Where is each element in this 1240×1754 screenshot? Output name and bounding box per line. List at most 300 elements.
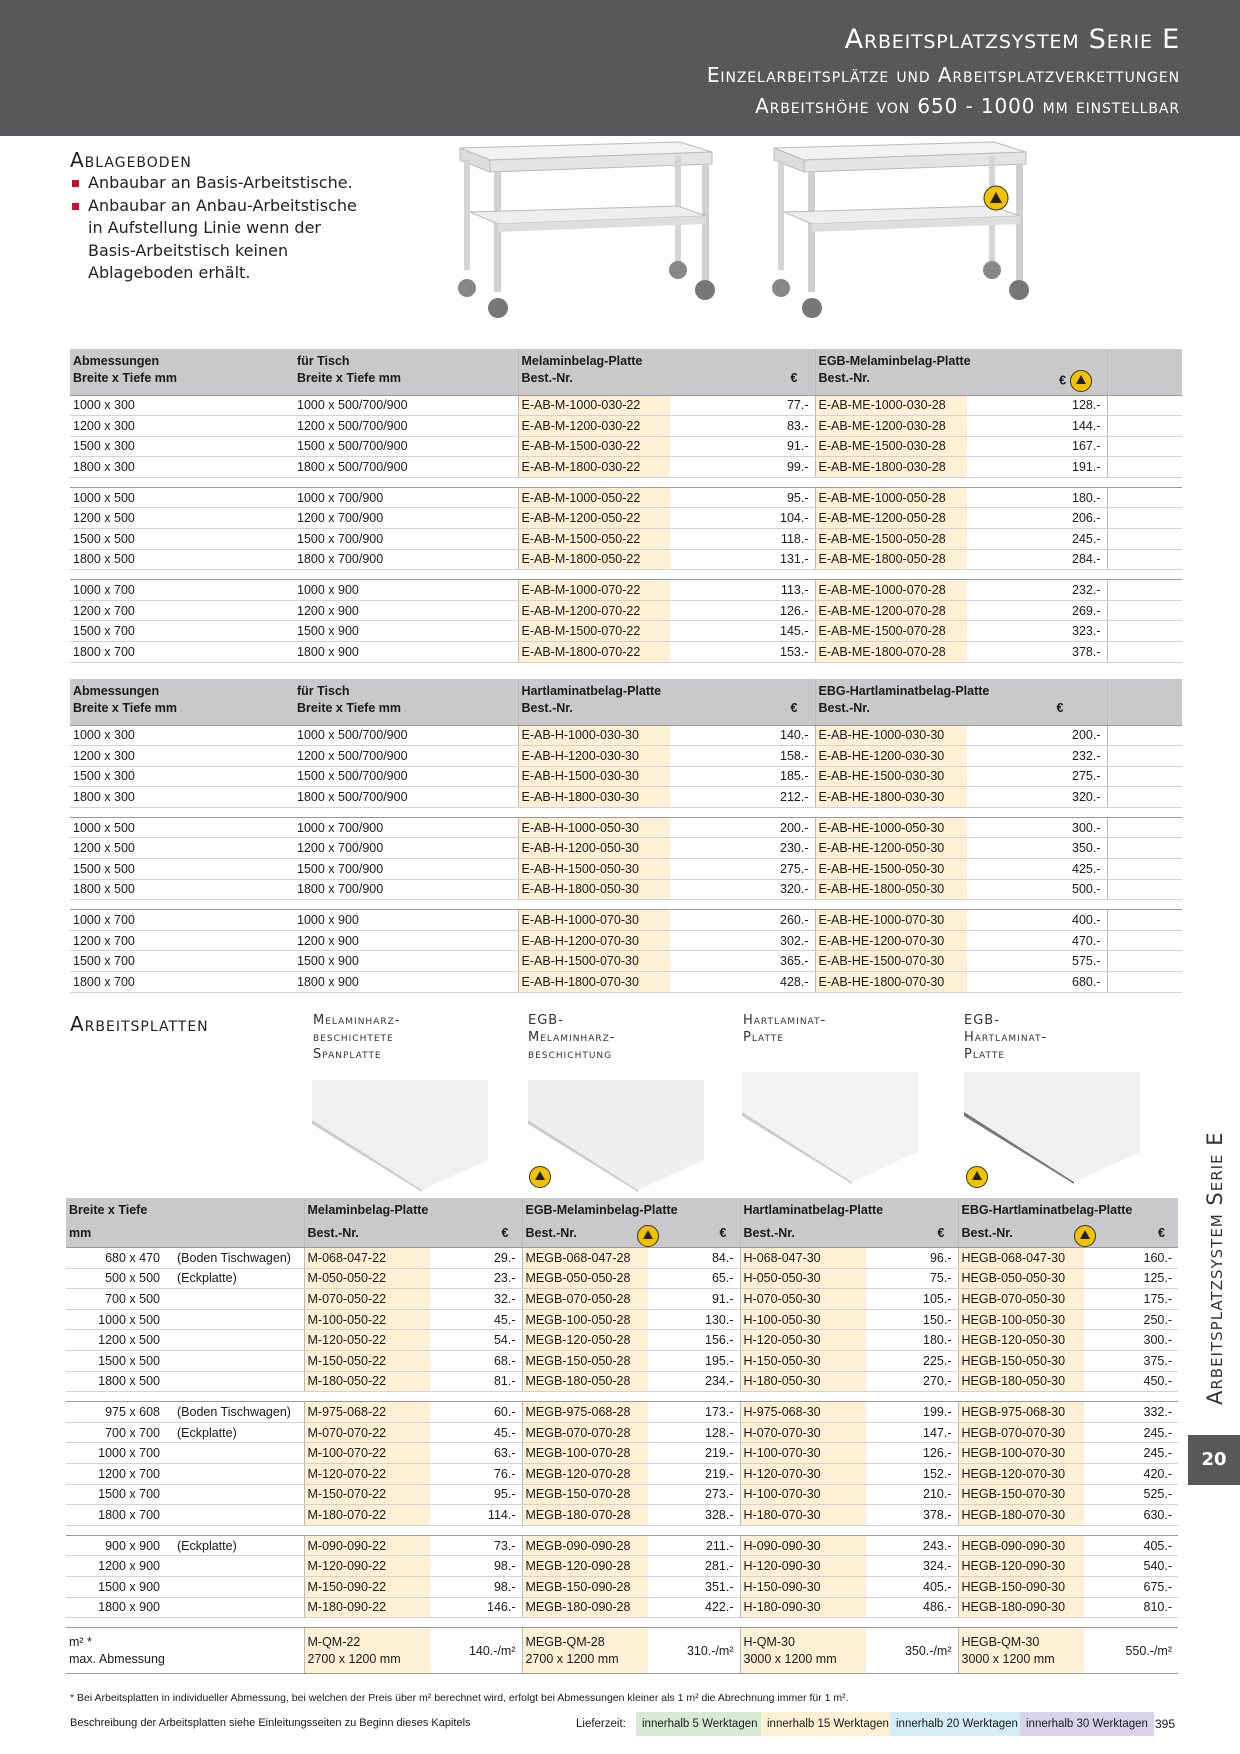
table-cell: 180.- [967,487,1107,508]
table-cell: 1800 x 500/700/900 [294,457,518,478]
table-cell: MEGB-180-070-28 [522,1505,648,1526]
table-cell: 32.- [430,1289,522,1310]
table-cell: MEGB-100-070-28 [522,1443,648,1464]
table-cell [174,1576,304,1597]
table-cell: 1800 x 900 [294,642,518,663]
table-cell [174,1597,304,1618]
table-cell: 422.- [648,1597,740,1618]
table-cell [174,1350,304,1371]
table-cell [174,1309,304,1330]
table-row [66,1371,1178,1392]
table-cell: 98.- [430,1576,522,1597]
table-cell: 281.- [648,1556,740,1577]
qm-row: m² * max. Abmessung M-QM-22 2700 x 1200 mm 140.-/m² MEGB-QM-28 2700 x 1200 mm 310.-/m² H-QM-30 3000 x 1200 mm 350.-/m² HEGB-QM-30 3000 x 1200 mm 550.-/m² [66,1628,1178,1674]
table-cell: E-AB-ME-1500-050-28 [815,529,967,550]
table-row [66,1402,1178,1423]
table-cell [174,1330,304,1351]
table-cell: 1500 x 900 [294,951,518,972]
table-row [70,529,1182,550]
table-cell: MEGB-070-070-28 [522,1422,648,1443]
delivery-badge-20: innerhalb 20 Werktagen [890,1712,1024,1736]
table-cell: H-975-068-30 [740,1402,866,1423]
workbench-esd-image [764,140,1044,340]
table-cell: H-150-050-30 [740,1350,866,1371]
table-row [70,600,1182,621]
table-cell: HEGB-120-070-30 [958,1463,1084,1484]
table-cell: 91.- [670,436,815,457]
table-cell: 144.- [967,416,1107,437]
table-cell: M-050-050-22 [304,1268,430,1289]
table-cell: 420.- [1084,1463,1178,1484]
table-row [70,787,1182,808]
table-cell: 54.- [430,1330,522,1351]
table-cell: 206.- [967,508,1107,529]
melamin-plate-image [312,1080,492,1192]
col-header: Abmessungen Breite x Tiefe mm [70,349,294,395]
table-cell: HEGB-068-047-30 [958,1248,1084,1269]
table-cell: M-180-050-22 [304,1371,430,1392]
table-cell: HEGB-070-050-30 [958,1289,1084,1310]
table-cell: E-AB-M-1500-050-22 [518,529,670,550]
table-cell: 230.- [670,838,815,859]
table-cell: 1000 x 300 [70,725,294,746]
table-cell: H-180-070-30 [740,1505,866,1526]
table-cell [174,1463,304,1484]
table-row [70,725,1182,746]
table-cell: MEGB-050-050-28 [522,1268,648,1289]
table-cell [174,1505,304,1526]
table-cell: 486.- [866,1597,958,1618]
table-cell: 60.- [430,1402,522,1423]
table-cell: 332.- [1084,1402,1178,1423]
table-cell: E-AB-HE-1800-050-30 [815,879,967,900]
table-cell: MEGB-975-068-28 [522,1402,648,1423]
table-cell: M-090-090-22 [304,1535,430,1556]
table-cell: 225.- [866,1350,958,1371]
table-cell: E-AB-H-1200-050-30 [518,838,670,859]
table-cell: E-AB-H-1500-070-30 [518,951,670,972]
ablageboden-hartlaminat-table [70,679,1182,993]
table-cell: 1800 x 700/900 [294,879,518,900]
table-row [66,1556,1178,1577]
table-cell: H-100-070-30 [740,1484,866,1505]
table-cell: 275.- [670,859,815,880]
table-cell: E-AB-HE-1200-030-30 [815,746,967,767]
table-cell: M-068-047-22 [304,1248,430,1269]
table-cell: E-AB-ME-1200-050-28 [815,508,967,529]
table-cell: 1000 x 700 [70,580,294,601]
table-cell: 1200 x 700/900 [294,508,518,529]
table-cell: H-180-090-30 [740,1597,866,1618]
table-cell: 77.- [670,395,815,416]
table-cell: 328.- [648,1505,740,1526]
table-cell: H-050-050-30 [740,1268,866,1289]
table-cell: M-070-050-22 [304,1289,430,1310]
table-cell: E-AB-ME-1200-070-28 [815,600,967,621]
table-row [66,1576,1178,1597]
table-cell: 105.- [866,1289,958,1310]
table-cell: H-150-090-30 [740,1576,866,1597]
table-cell: 114.- [430,1505,522,1526]
table-cell: 191.- [967,457,1107,478]
table-cell: 147.- [866,1422,958,1443]
table-cell: HEGB-070-070-30 [958,1422,1084,1443]
table-cell: E-AB-HE-1200-070-30 [815,930,967,951]
col-header: Hartlaminatbelag-Platte Best.-Nr. € [740,1198,958,1248]
table-row [70,416,1182,437]
table-cell: 810.- [1084,1597,1178,1618]
table-cell: MEGB-068-047-28 [522,1248,648,1269]
table-cell: E-AB-ME-1200-030-28 [815,416,967,437]
table-cell: E-AB-ME-1800-050-28 [815,549,967,570]
table-cell: 351.- [648,1576,740,1597]
table-cell: M-180-070-22 [304,1505,430,1526]
table-cell: 175.- [1084,1289,1178,1310]
table-cell: 128.- [967,395,1107,416]
table-cell: M-100-050-22 [304,1309,430,1330]
table-cell: 1500 x 500 [70,859,294,880]
table-cell: 245.- [1084,1443,1178,1464]
footer-description: Beschreibung der Arbeitsplatten siehe Einleitungsseiten zu Beginn dieses Kapitels [70,1717,471,1729]
table-cell: M-120-050-22 [304,1330,430,1351]
table-cell: 212.- [670,787,815,808]
table-cell: E-AB-ME-1800-030-28 [815,457,967,478]
table-cell: 1200 x 900 [294,930,518,951]
table-cell: 1500 x 500/700/900 [294,436,518,457]
table-cell: E-AB-H-1000-030-30 [518,725,670,746]
table-cell: 91.- [648,1289,740,1310]
esd-icon [1070,370,1092,392]
table-cell: H-120-090-30 [740,1556,866,1577]
table-cell: H-100-070-30 [740,1443,866,1464]
table-cell: 1000 x 700/900 [294,487,518,508]
table-cell: 1500 x 900 [66,1576,174,1597]
table-cell: E-AB-H-1200-030-30 [518,746,670,767]
table-cell: 1200 x 300 [70,746,294,767]
table-cell: 219.- [648,1463,740,1484]
table-row [66,1330,1178,1351]
table-cell: M-120-070-22 [304,1463,430,1484]
table-cell: 234.- [648,1371,740,1392]
table-cell: E-AB-H-1800-070-30 [518,972,670,993]
table-cell: 1200 x 700 [70,600,294,621]
table-cell: 1500 x 500/700/900 [294,766,518,787]
table-cell: 1200 x 500/700/900 [294,416,518,437]
table-cell: 68.- [430,1350,522,1371]
table-cell: E-AB-H-1500-030-30 [518,766,670,787]
table-cell: 1200 x 900 [294,600,518,621]
table-cell: 1500 x 900 [294,621,518,642]
table-cell: 83.- [670,416,815,437]
table-cell: 1800 x 500 [66,1371,174,1392]
col-header: EGB-Melaminbelag-Platte Best.-Nr. € [522,1198,740,1248]
table-cell: 1500 x 300 [70,436,294,457]
table-cell: E-AB-H-1800-030-30 [518,787,670,808]
table-cell: 1500 x 500 [66,1350,174,1371]
table-cell: 140.- [670,725,815,746]
esd-icon [966,1166,988,1188]
table-cell: 302.- [670,930,815,951]
table-cell: 1800 x 900 [294,972,518,993]
table-cell: 1200 x 500 [70,508,294,529]
table-row [66,1268,1178,1289]
table-cell: 1500 x 700 [70,951,294,972]
table-cell: 1200 x 500 [66,1330,174,1351]
table-cell: E-AB-M-1800-050-22 [518,549,670,570]
table-cell: E-AB-M-1800-030-22 [518,457,670,478]
table-cell: 150.- [866,1309,958,1330]
plate-label: Melaminharz- beschichtete Spanplatte [313,1013,401,1062]
egb-hartlaminat-plate-image [964,1072,1144,1184]
table-cell: 84.- [648,1248,740,1269]
table-cell: 160.- [1084,1248,1178,1269]
table-cell: 185.- [670,766,815,787]
table-cell: 104.- [670,508,815,529]
table-cell: 320.- [967,787,1107,808]
table-cell: MEGB-150-090-28 [522,1576,648,1597]
col-header: EBG-Hartlaminatbelag-Platte Best.-Nr. € [815,679,1107,725]
bullet-list [70,172,370,285]
table-cell: 260.- [670,910,815,931]
table-cell: 1200 x 500/700/900 [294,746,518,767]
table-cell: E-AB-M-1500-030-22 [518,436,670,457]
table-cell: H-070-050-30 [740,1289,866,1310]
page-subtitle-2: Arbeitshöhe von 650 - 1000 mm einstellbar [755,94,1180,118]
table-cell: 199.- [866,1402,958,1423]
table-cell: H-120-070-30 [740,1463,866,1484]
table-cell: 320.- [670,879,815,900]
table-cell: MEGB-120-070-28 [522,1463,648,1484]
table-cell: 680.- [967,972,1107,993]
bullet-item: Anbaubar an Anbau-Arbeitstische in Aufstellung Linie wenn der Basis-Arbeitstisch keinen Ablageboden erhält. [70,195,370,285]
table-cell: 99.- [670,457,815,478]
table-cell: HEGB-050-050-30 [958,1268,1084,1289]
col-header: für Tisch Breite x Tiefe mm [294,679,518,725]
table-cell: E-AB-ME-1800-070-28 [815,642,967,663]
table-cell [174,1556,304,1577]
table-cell: E-AB-M-1000-050-22 [518,487,670,508]
table-cell: HEGB-180-050-30 [958,1371,1084,1392]
table-cell: MEGB-180-050-28 [522,1371,648,1392]
table-cell: 378.- [967,642,1107,663]
table-cell: 146.- [430,1597,522,1618]
table-cell: 1500 x 300 [70,766,294,787]
table-cell: 1200 x 300 [70,416,294,437]
table-row [66,1463,1178,1484]
table-cell: H-068-047-30 [740,1248,866,1269]
table-cell: 145.- [670,621,815,642]
plate-label: Hartlaminat- Platte [743,1013,827,1045]
col-header: für Tisch Breite x Tiefe mm [294,349,518,395]
table-row [70,859,1182,880]
egb-melamin-plate-image [528,1080,708,1192]
table-cell: (Boden Tischwagen) [174,1248,304,1269]
table-cell: 113.- [670,580,815,601]
table-row [66,1422,1178,1443]
table-row [70,951,1182,972]
table-cell: E-AB-HE-1800-030-30 [815,787,967,808]
table-row [70,457,1182,478]
table-cell: 365.- [670,951,815,972]
table-cell: 405.- [866,1576,958,1597]
table-cell: E-AB-M-1200-070-22 [518,600,670,621]
table-cell: 1000 x 500 [70,487,294,508]
table-cell: 1500 x 700/900 [294,529,518,550]
table-cell: M-975-068-22 [304,1402,430,1423]
table-cell: HEGB-975-068-30 [958,1402,1084,1423]
table-cell: 45.- [430,1309,522,1330]
table-cell: HEGB-150-070-30 [958,1484,1084,1505]
table-cell: E-AB-M-1000-030-22 [518,395,670,416]
table-cell: 284.- [967,549,1107,570]
table-cell: 375.- [1084,1350,1178,1371]
table-cell: (Eckplatte) [174,1422,304,1443]
table-cell: 219.- [648,1443,740,1464]
table-row [66,1443,1178,1464]
table-cell: 1200 x 700 [70,930,294,951]
table-cell: 900 x 900 [66,1535,174,1556]
table-cell: 700 x 500 [66,1289,174,1310]
table-cell: MEGB-120-090-28 [522,1556,648,1577]
side-tab [1188,1131,1240,1470]
page-number: 395 [1155,1717,1176,1731]
table-cell: 81.- [430,1371,522,1392]
table-cell: MEGB-150-050-28 [522,1350,648,1371]
page-subtitle: Einzelarbeitsplätze und Arbeitsplatzverkettungen [706,63,1180,87]
col-header: Abmessungen Breite x Tiefe mm [70,679,294,725]
delivery-badge-5: innerhalb 5 Werktagen [636,1712,764,1736]
table-cell: E-AB-ME-1500-030-28 [815,436,967,457]
table-row [70,930,1182,951]
table-cell: 1000 x 900 [294,580,518,601]
table-cell: 323.- [967,621,1107,642]
table-cell: 1000 x 700 [66,1443,174,1464]
table-cell: 173.- [648,1402,740,1423]
table-cell: 630.- [1084,1505,1178,1526]
table-cell: E-AB-H-1000-050-30 [518,817,670,838]
table-row [66,1484,1178,1505]
table-cell: HEGB-100-070-30 [958,1443,1084,1464]
table-cell: 96.- [866,1248,958,1269]
table-cell: 130.- [648,1309,740,1330]
table-cell: MEGB-120-050-28 [522,1330,648,1351]
table-cell: MEGB-090-090-28 [522,1535,648,1556]
table-cell: 300.- [1084,1330,1178,1351]
esd-icon [529,1166,551,1188]
table-row [66,1289,1178,1310]
esd-icon [1074,1225,1096,1247]
table-cell: HEGB-090-090-30 [958,1535,1084,1556]
table-row [70,642,1182,663]
col-header: Breite x Tiefe mm [66,1198,304,1248]
table-cell: 300.- [967,817,1107,838]
table-cell: E-AB-M-1000-070-22 [518,580,670,601]
table-cell: E-AB-HE-1000-070-30 [815,910,967,931]
table-cell [174,1484,304,1505]
table-row [70,508,1182,529]
section-title-ablageboden: Ablageboden [70,148,192,172]
table-cell: 153.- [670,642,815,663]
table-cell: 1000 x 500/700/900 [294,395,518,416]
table-cell: 1500 x 700/900 [294,859,518,880]
table-cell: 1800 x 500 [70,879,294,900]
section-title-arbeitsplatten: Arbeitsplatten [70,1012,209,1036]
table-cell: 95.- [670,487,815,508]
table-cell: 1500 x 500 [70,529,294,550]
col-header: Melaminbelag-Platte Best.-Nr. € [304,1198,522,1248]
table-cell: E-AB-M-1200-050-22 [518,508,670,529]
table-cell: E-AB-HE-1500-030-30 [815,766,967,787]
table-cell: M-150-090-22 [304,1576,430,1597]
bullet-item: Anbaubar an Basis-Arbeitstische. [70,172,370,195]
page-title: Arbeitsplatzsystem Serie E [844,24,1180,55]
table-row [70,838,1182,859]
table-row [70,746,1182,767]
col-header: Melaminbelag-Platte Best.-Nr. € [518,349,815,395]
table-cell: 1500 x 700 [70,621,294,642]
table-cell: 232.- [967,580,1107,601]
footnote: * Bei Arbeitsplatten in individueller Abmessung, bei welchen der Preis über m² berechnet wird, erfolgt bei Abmessungen kleiner als 1 m² die Abrechnung immer für 1 m². [70,1692,849,1704]
table-cell: H-070-070-30 [740,1422,866,1443]
table-cell: 245.- [1084,1422,1178,1443]
table-row [70,972,1182,993]
table-cell: 1800 x 300 [70,457,294,478]
table-cell: 1000 x 900 [294,910,518,931]
table-cell: 232.- [967,746,1107,767]
table-cell: 1800 x 500/700/900 [294,787,518,808]
table-cell: MEGB-100-050-28 [522,1309,648,1330]
table-row [66,1505,1178,1526]
table-cell: 118.- [670,529,815,550]
table-cell: 273.- [648,1484,740,1505]
table-cell: 156.- [648,1330,740,1351]
table-row [70,549,1182,570]
table-cell: E-AB-M-1200-030-22 [518,416,670,437]
table-cell: 167.- [967,436,1107,457]
table-cell: 76.- [430,1463,522,1484]
lieferzeit-label: Lieferzeit: [576,1718,626,1730]
table-cell: 680 x 470 [66,1248,174,1269]
table-cell: 1200 x 900 [66,1556,174,1577]
table-row [66,1248,1178,1269]
table-cell: E-AB-HE-1000-030-30 [815,725,967,746]
table-cell: 575.- [967,951,1107,972]
table-cell: M-070-070-22 [304,1422,430,1443]
table-cell: M-150-070-22 [304,1484,430,1505]
table-cell: M-150-050-22 [304,1350,430,1371]
table-cell: 405.- [1084,1535,1178,1556]
table-cell: 128.- [648,1422,740,1443]
table-cell: 470.- [967,930,1107,951]
table-cell: M-180-090-22 [304,1597,430,1618]
col-header: Hartlaminatbelag-Platte Best.-Nr. € [518,679,815,725]
table-cell: 126.- [866,1443,958,1464]
table-cell: 1000 x 700 [70,910,294,931]
table-cell: 500 x 500 [66,1268,174,1289]
table-cell: MEGB-150-070-28 [522,1484,648,1505]
table-cell: 125.- [1084,1268,1178,1289]
table-cell: 195.- [648,1350,740,1371]
chapter-number: 20 [1188,1435,1240,1485]
table-cell: 95.- [430,1484,522,1505]
table-row [70,580,1182,601]
table-cell: H-120-050-30 [740,1330,866,1351]
table-cell: E-AB-ME-1000-070-28 [815,580,967,601]
col-header: EGB-Melaminbelag-Platte Best.-Nr. € [815,349,1107,395]
table-cell: 1200 x 700/900 [294,838,518,859]
table-cell: 131.- [670,549,815,570]
table-cell: 1200 x 500 [70,838,294,859]
